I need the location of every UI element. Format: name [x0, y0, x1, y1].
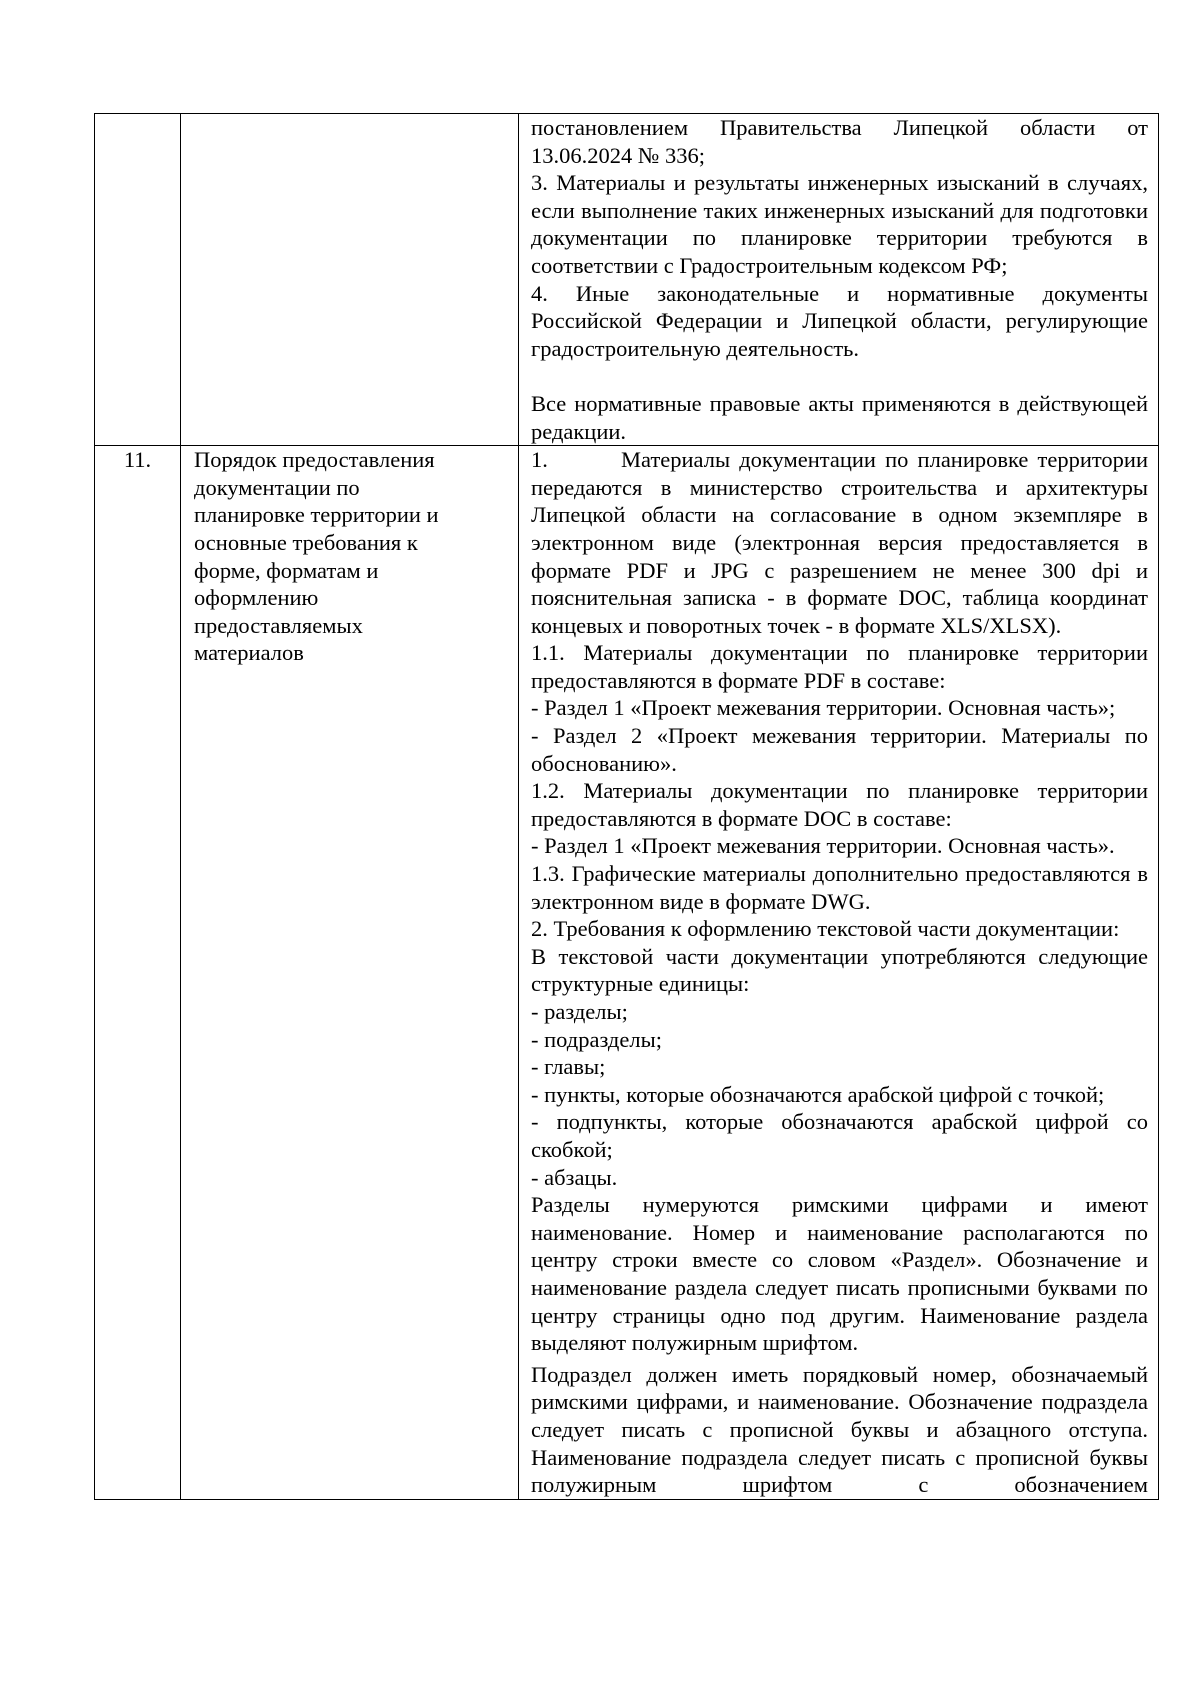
paragraph: - подразделы;: [531, 1026, 662, 1052]
paragraph: Разделы нумеруются римскими цифрами и имеют наименование. Номер и наименование располагаются по центру строки вместе со словом «Раздел». Обозначение и наименование раздела следует писать прописными буквами по центру страницы одно под другим. Наименование раздела выделяют полужирным шрифтом.: [531, 1192, 1148, 1356]
paragraph: - подпункты, которые обозначаются арабской цифрой со скобкой;: [531, 1109, 1148, 1162]
paragraph: 3. Материалы и результаты инженерных изысканий в случаях, если выполнение таких инженерных изысканий для подготовки документации по планировке территории требуются в соответствии с Градостроительным кодексом РФ;: [531, 170, 1148, 278]
name-line: материалов: [194, 640, 304, 666]
paragraph: - пункты, которые обозначаются арабской цифрой с точкой;: [531, 1081, 1105, 1107]
table-row: [95, 446, 1159, 1500]
paragraph-spacer: [531, 362, 1148, 390]
paragraph: постановлением Правительства Липецкой области от 13.06.2024 № 336;: [531, 115, 1148, 168]
paragraph: 1.3. Графические материалы дополнительно предоставляются в электронном виде в формате DWG.: [531, 861, 1148, 914]
name-line: Порядок предоставления: [194, 447, 435, 473]
row-name-cell: [181, 446, 519, 1500]
paragraph: - Раздел 2 «Проект межевания территории. Материалы по обоснованию».: [531, 723, 1148, 776]
paragraph: - Раздел 1 «Проект межевания территории. Основная часть».: [531, 833, 1115, 859]
paragraph: 1. Материалы документации по планировке территории передаются в министерство строительства и архитектуры Липецкой области на согласование в одном экземпляре в электронном виде (электронная версия предоставляется в формате PDF и JPG с разрешением не менее 300 dpi и пояснительная записка - в формате DOC, таблица координат концевых и поворотных точек - в формате XLS/XLSX).: [531, 447, 1148, 638]
paragraph: - главы;: [531, 1054, 606, 1080]
paragraph: - абзацы.: [531, 1164, 618, 1190]
row-number-cell: 11.: [95, 446, 181, 1500]
name-line: основные требования к: [194, 529, 418, 555]
paragraph: - разделы;: [531, 999, 628, 1024]
row-content-cell: [519, 114, 1159, 446]
row-content-cell: [519, 446, 1159, 1500]
name-line: планировке территории и: [194, 502, 439, 528]
paragraph: Все нормативные правовые акты применяются в действующей редакции.: [531, 390, 1148, 444]
requirements-table: [94, 113, 1159, 1500]
row-name-cell: [181, 114, 519, 446]
table-row: [95, 114, 1159, 446]
paragraph: Подраздел должен иметь порядковый номер, обозначаемый римскими цифрами, и наименование. Обозначение подраздела следует писать с прописной буквы и абзацного отступа. Наименование подраздела следует писать с прописной буквы полужирным шрифтом с обозначением: [531, 1361, 1148, 1498]
name-line: предоставляемых: [194, 612, 363, 638]
paragraph: 1.1. Материалы документации по планировке территории предоставляются в формате PDF в составе:: [531, 640, 1148, 693]
name-line: оформлению: [194, 585, 319, 611]
paragraph: - Раздел 1 «Проект межевания территории. Основная часть»;: [531, 695, 1116, 721]
name-line: документации по: [194, 474, 360, 500]
paragraph: 4. Иные законодательные и нормативные документы Российской Федерации и Липецкой области, регулирующие градостроительную деятельность.: [531, 280, 1148, 361]
paragraph: В текстовой части документации употребляются следующие структурные единицы:: [531, 943, 1148, 997]
row-number-cell: [95, 114, 181, 446]
name-line: форме, форматам и: [194, 557, 379, 583]
paragraph: 1.2. Материалы документации по планировке территории предоставляются в формате DOC в составе:: [531, 778, 1148, 831]
paragraph: 2. Требования к оформлению текстовой части документации:: [531, 916, 1120, 942]
